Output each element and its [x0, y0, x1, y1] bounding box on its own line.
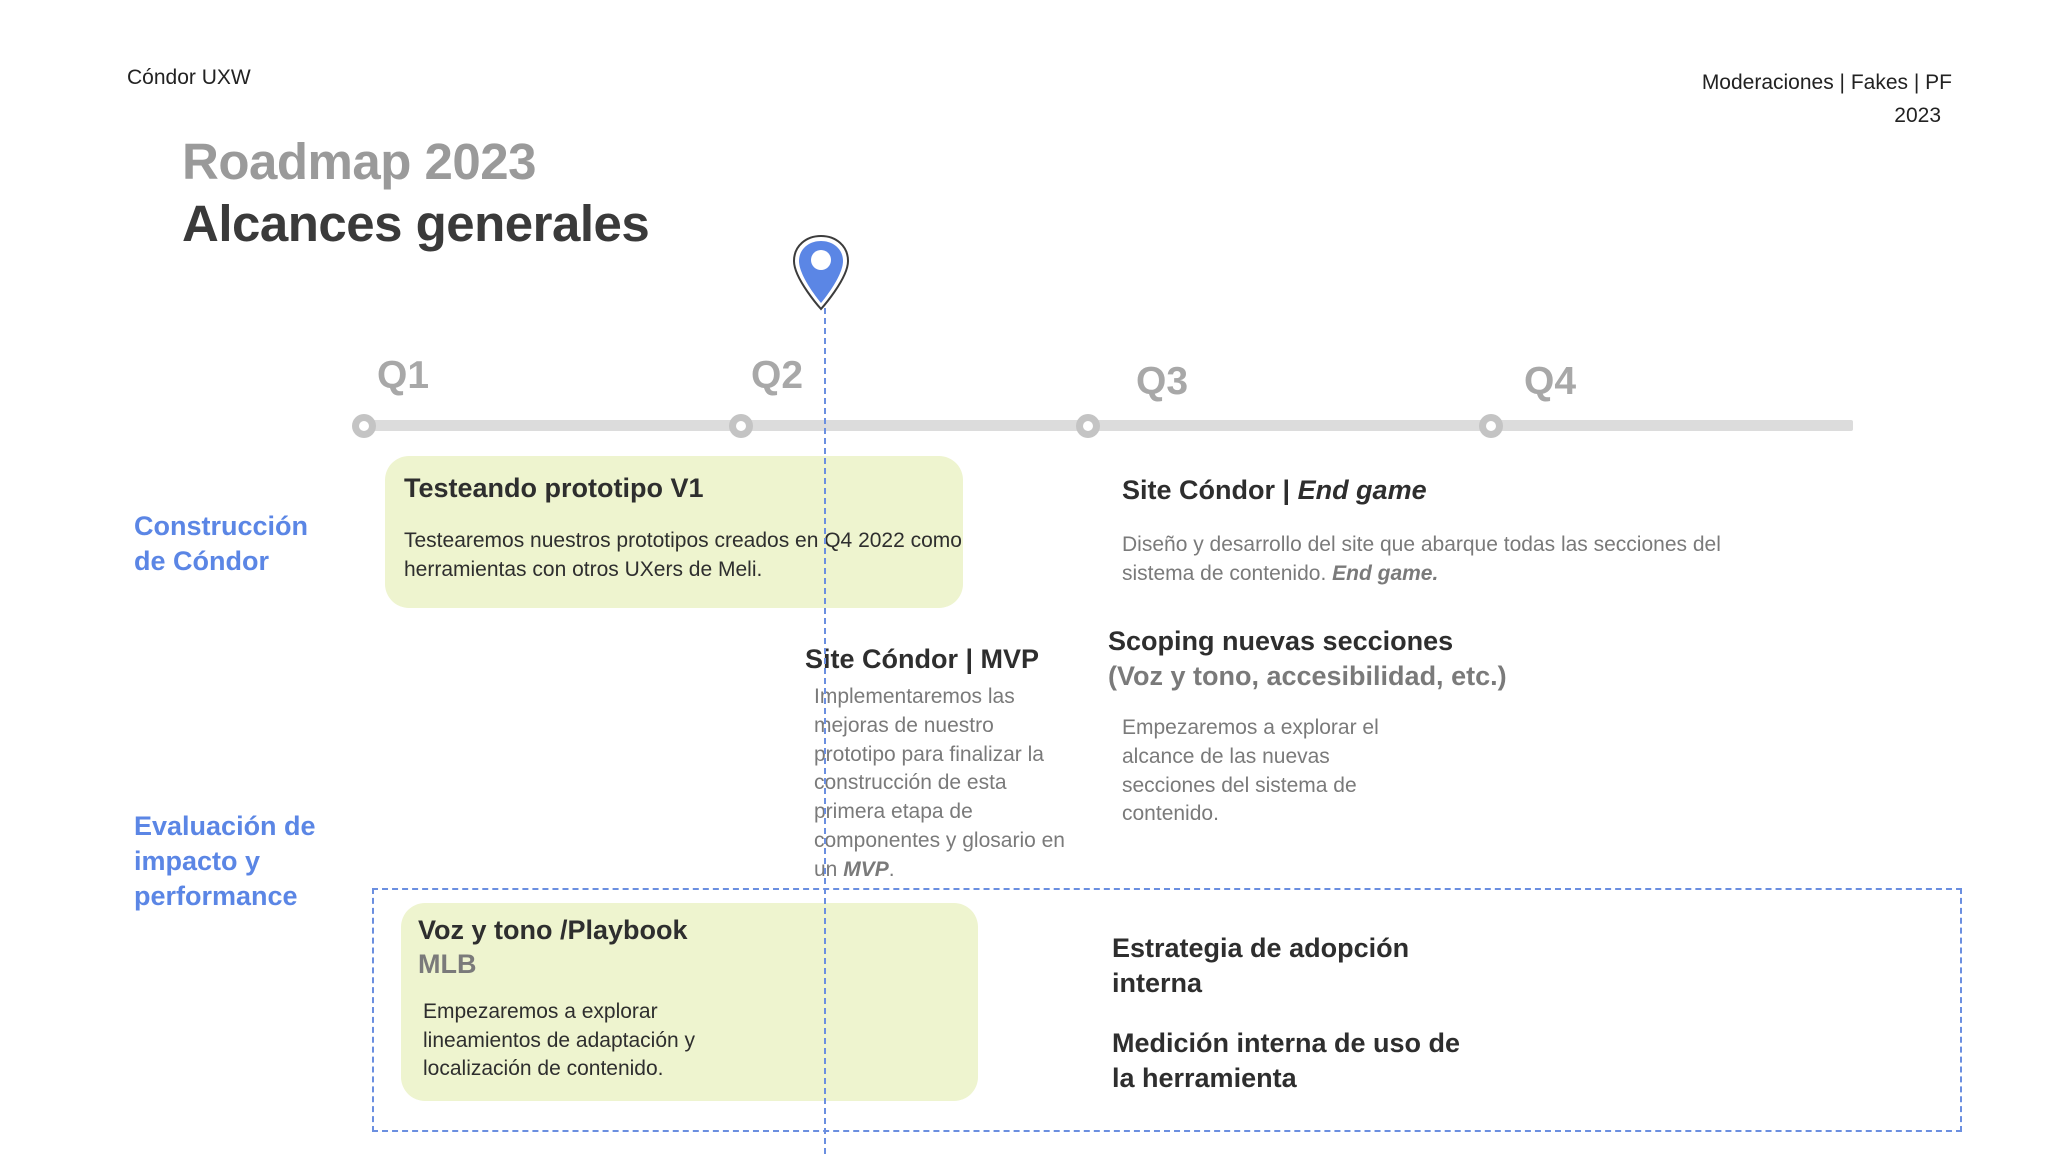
timeline-dot-q3 — [1076, 414, 1100, 438]
item-endgame-body-emph: End game. — [1332, 562, 1439, 585]
timeline-dot-q2 — [729, 414, 753, 438]
quarter-label-q3: Q3 — [1136, 360, 1189, 403]
item-scoping-body: Empezaremos a explorar el alcance de las nuevas secciones del sistema de contenido. — [1122, 716, 1379, 826]
header-meta-year: 2023 — [1894, 104, 1941, 127]
card-prototype — [385, 456, 963, 608]
row-label-construction: Construcción de Cóndor — [134, 511, 309, 576]
quarter-label-q4: Q4 — [1524, 360, 1577, 403]
header-brand: Cóndor UXW — [127, 66, 251, 89]
item-endgame-body-plain: Diseño y desarrollo del site que abarque todas las secciones del sistema de contenido. — [1122, 533, 1721, 585]
row-label-evaluation: Evaluación de impacto y performance — [134, 811, 316, 911]
item-adoption-title: Estrategia de adopción interna — [1112, 933, 1410, 998]
item-mvp-body-end: . — [888, 857, 895, 881]
item-endgame-title-emph: End game — [1297, 475, 1427, 505]
timeline-track — [363, 420, 1853, 431]
item-scoping-title: Scoping nuevas secciones — [1108, 626, 1454, 656]
item-measurement-title: Medición interna de uso de la herramienta — [1112, 1028, 1461, 1093]
current-position-line — [824, 288, 826, 1154]
card-voice-subtitle: MLB — [418, 949, 477, 979]
card-voice-title: Voz y tono /Playbook — [418, 915, 688, 945]
timeline-dot-q1 — [352, 414, 376, 438]
item-endgame-title — [1122, 473, 1427, 508]
timeline-dot-q4 — [1479, 414, 1503, 438]
quarter-label-q1: Q1 — [377, 354, 430, 397]
header-meta-line1: Moderaciones | Fakes | PF — [1701, 71, 1952, 94]
item-mvp-body — [814, 683, 1076, 885]
item-mvp-body-plain: Implementaremos las mejoras de nuestro prototipo para finalizar la construcción de esta primera etapa de componentes y glosario en un — [814, 685, 1065, 881]
card-prototype-title: Testeando prototipo V1 — [404, 473, 704, 503]
item-mvp-body-emph: MVP — [843, 857, 889, 881]
card-voice-body: Empezaremos a explorar lineamientos de adaptación y localización de contenido. — [423, 1000, 696, 1080]
quarter-label-q2: Q2 — [751, 354, 804, 397]
page-subtitle: Alcances generales — [182, 195, 650, 252]
header-meta — [1702, 66, 1952, 132]
item-scoping-subtitle: (Voz y tono, accesibilidad, etc.) — [1108, 661, 1507, 691]
page-title: Roadmap 2023 — [182, 133, 536, 190]
item-mvp-title: Site Cóndor | MVP — [805, 644, 1040, 674]
card-voice — [401, 903, 978, 1101]
map-pin-icon — [790, 233, 852, 311]
card-prototype-body: Testearemos nuestros prototipos creados en Q4 2022 como herramientas con otros UXers de Meli. — [404, 529, 962, 581]
item-endgame-title-plain: Site Cóndor | — [1122, 475, 1298, 505]
item-endgame-body — [1122, 530, 1762, 588]
